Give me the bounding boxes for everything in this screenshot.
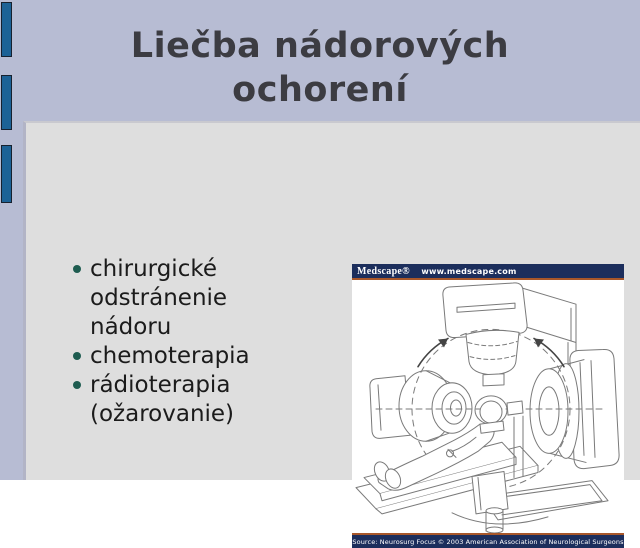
bullet-text: chemoterapia <box>90 343 250 369</box>
decor-rect <box>1 145 12 203</box>
bullet-icon <box>73 265 81 273</box>
bullet-list <box>73 255 285 429</box>
slide-title: Liečba nádorových ochorení <box>130 26 510 110</box>
bullet-text: chirurgické odstránenie nádoru <box>90 256 228 340</box>
bullet-icon <box>73 381 81 389</box>
bullet-item <box>73 371 285 429</box>
bullet-icon <box>73 352 81 360</box>
figure-header-bar <box>352 264 624 280</box>
medscape-figure <box>352 264 624 548</box>
bullet-text: rádioterapia (ožarovanie) <box>90 372 235 427</box>
decor-rect <box>1 75 12 130</box>
bullet-item <box>73 342 285 371</box>
figure-credit-bar <box>352 533 624 548</box>
radiotherapy-machine-illustration <box>352 280 624 533</box>
figure-credit-text: Source: Neurosurg Focus © 2003 American Association of Neurological Surgeons <box>352 537 624 546</box>
bullet-item <box>73 255 285 342</box>
decor-rect <box>1 2 12 57</box>
content-panel <box>23 121 640 546</box>
figure-drawing-area <box>352 280 624 533</box>
medscape-logo: Medscape® <box>357 265 410 277</box>
medscape-url: www.medscape.com <box>421 266 517 276</box>
